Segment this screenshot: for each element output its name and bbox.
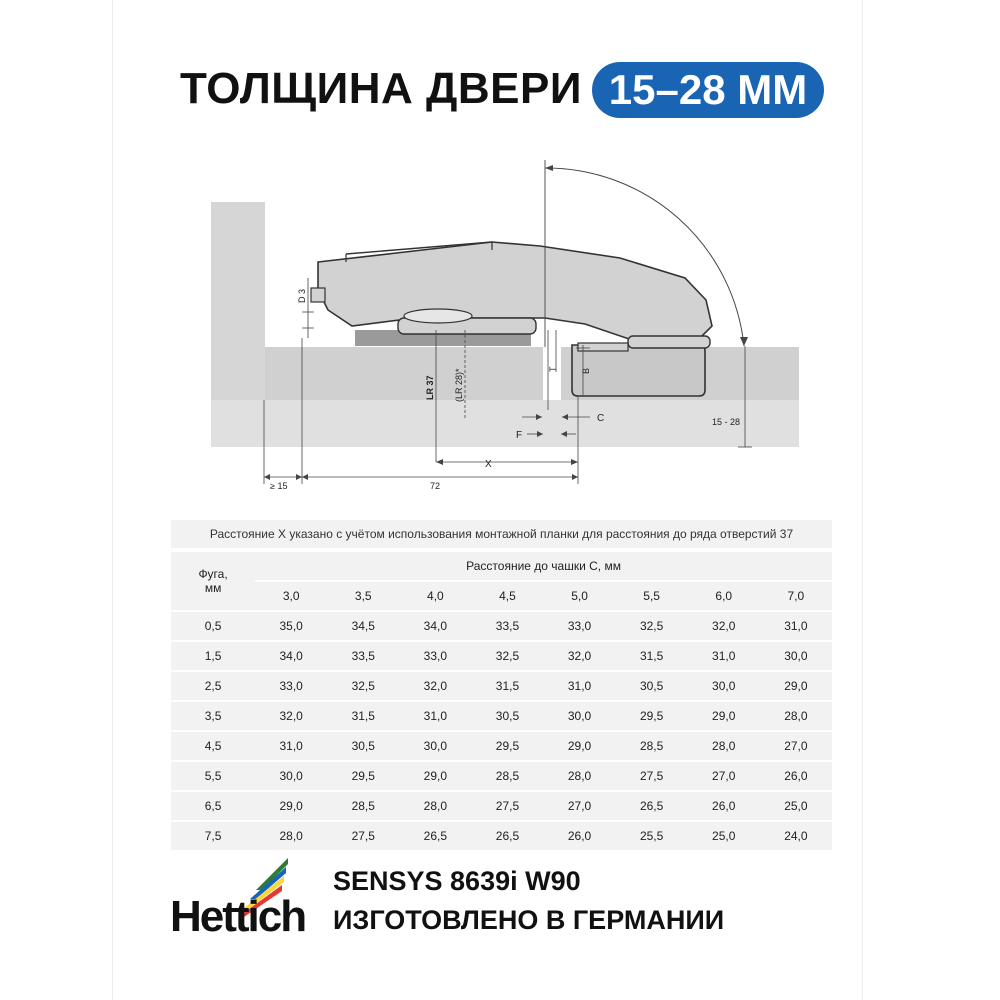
dim72-label: 72 (430, 481, 441, 491)
arrow (302, 474, 308, 480)
arrow (740, 337, 748, 346)
gap-header-line2: мм (204, 581, 222, 595)
page-title: ТОЛЩИНА ДВЕРИ (180, 64, 582, 113)
gap-cell: 4,5 (171, 732, 255, 760)
arrow (436, 459, 443, 465)
table-row (171, 702, 832, 730)
value-cell: 27,5 (616, 762, 688, 790)
gap-header-line1: Фуга, (198, 567, 228, 581)
gap-cell: 3,5 (171, 702, 255, 730)
table-row (171, 642, 832, 670)
column-header: 3,5 (327, 582, 399, 610)
value-cell: 34,0 (255, 642, 327, 670)
gap-cell: 7,5 (171, 822, 255, 850)
arrow (296, 474, 302, 480)
arrow (264, 474, 270, 480)
table-row (171, 612, 832, 640)
distance-table (171, 520, 832, 852)
value-cell: 26,5 (471, 822, 543, 850)
t-label: T (548, 366, 558, 372)
value-cell: 28,0 (688, 732, 760, 760)
value-cell: 29,5 (616, 702, 688, 730)
value-cell: 34,0 (399, 612, 471, 640)
value-cell: 28,5 (327, 792, 399, 820)
value-cell: 31,5 (327, 702, 399, 730)
value-cell: 30,0 (255, 762, 327, 790)
value-cell: 29,0 (255, 792, 327, 820)
distance-grid (171, 550, 832, 852)
value-cell: 25,0 (688, 822, 760, 850)
cup-link (578, 343, 628, 351)
gap-cell: 6,5 (171, 792, 255, 820)
value-cell: 30,5 (471, 702, 543, 730)
gap-cell: 0,5 (171, 612, 255, 640)
value-cell: 28,5 (471, 762, 543, 790)
column-header: 4,0 (399, 582, 471, 610)
value-cell: 30,0 (399, 732, 471, 760)
value-cell: 29,0 (544, 732, 616, 760)
value-cell: 26,0 (544, 822, 616, 850)
f-label: F (516, 430, 523, 441)
plate-screw-head (404, 309, 472, 323)
value-cell: 31,0 (399, 702, 471, 730)
value-cell: 33,0 (255, 672, 327, 700)
value-cell: 35,0 (255, 612, 327, 640)
table-row (171, 672, 832, 700)
value-cell: 24,0 (760, 822, 832, 850)
value-cell: 29,0 (688, 702, 760, 730)
min-gap-label: ≥ 15 (270, 481, 288, 491)
value-cell: 27,5 (471, 792, 543, 820)
value-cell: 32,5 (616, 612, 688, 640)
value-cell: 27,5 (327, 822, 399, 850)
value-cell: 27,0 (688, 762, 760, 790)
value-cell: 32,5 (327, 672, 399, 700)
value-cell: 33,5 (471, 612, 543, 640)
value-cell: 31,0 (760, 612, 832, 640)
value-cell: 31,0 (688, 642, 760, 670)
arrow (572, 474, 578, 480)
columns-title: Расстояние до чашки C, мм (255, 552, 832, 580)
column-header: 5,5 (616, 582, 688, 610)
arm-adjuster (311, 288, 325, 302)
value-cell: 28,0 (544, 762, 616, 790)
value-cell: 28,0 (255, 822, 327, 850)
header (0, 62, 1000, 118)
value-cell: 29,0 (760, 672, 832, 700)
hinge-cup (572, 345, 705, 396)
gap-cell: 2,5 (171, 672, 255, 700)
value-cell: 30,0 (544, 702, 616, 730)
value-cell: 28,0 (399, 792, 471, 820)
thickness-label: 15 - 28 (712, 417, 741, 427)
table-header-row (171, 552, 832, 580)
table-row (171, 762, 832, 790)
value-cell: 31,5 (616, 642, 688, 670)
gap-cell: 5,5 (171, 762, 255, 790)
value-cell: 33,0 (399, 642, 471, 670)
thickness-badge: 15–28 ММ (592, 62, 824, 118)
arrow (571, 459, 578, 465)
cabinet-base-panel (211, 400, 799, 447)
value-cell: 33,0 (544, 612, 616, 640)
value-cell: 32,0 (255, 702, 327, 730)
x-label: X (485, 459, 492, 470)
value-cell: 31,0 (544, 672, 616, 700)
gap-header (171, 552, 255, 610)
value-cell: 25,5 (616, 822, 688, 850)
c-label: C (597, 413, 605, 424)
value-cell: 26,5 (616, 792, 688, 820)
column-header: 4,5 (471, 582, 543, 610)
b-label: B (581, 367, 591, 374)
cup-rim (628, 336, 710, 348)
value-cell: 30,5 (327, 732, 399, 760)
value-cell: 27,0 (544, 792, 616, 820)
value-cell: 31,0 (255, 732, 327, 760)
table-row (171, 822, 832, 850)
column-header: 5,0 (544, 582, 616, 610)
value-cell: 30,0 (760, 642, 832, 670)
value-cell: 32,0 (688, 612, 760, 640)
origin-text: ИЗГОТОВЛЕНО В ГЕРМАНИИ (333, 905, 725, 935)
value-cell: 27,0 (760, 732, 832, 760)
table-note: Расстояние X указано с учётом использования монтажной планки для расстояния до ряда отверстий 37 (171, 520, 832, 548)
value-cell: 29,5 (471, 732, 543, 760)
value-cell: 25,0 (760, 792, 832, 820)
value-cell: 32,5 (471, 642, 543, 670)
value-cell: 31,5 (471, 672, 543, 700)
model-name: SENSYS 8639i W90 (333, 866, 581, 896)
value-cell: 34,5 (327, 612, 399, 640)
value-cell: 30,0 (688, 672, 760, 700)
brand-name: Hettich (170, 892, 306, 941)
lr37-label: LR 37 (425, 375, 435, 400)
value-cell: 26,0 (760, 762, 832, 790)
gap-cell: 1,5 (171, 642, 255, 670)
lr28-label: (LR 28)* (454, 368, 464, 402)
arrow (545, 165, 553, 171)
value-cell: 29,5 (327, 762, 399, 790)
column-header: 7,0 (760, 582, 832, 610)
value-cell: 30,5 (616, 672, 688, 700)
value-cell: 26,0 (688, 792, 760, 820)
column-header: 3,0 (255, 582, 327, 610)
value-cell: 33,5 (327, 642, 399, 670)
value-cell: 28,0 (760, 702, 832, 730)
value-cell: 29,0 (399, 762, 471, 790)
column-headers-row (171, 582, 832, 610)
value-cell: 32,0 (399, 672, 471, 700)
value-cell: 26,5 (399, 822, 471, 850)
table-row (171, 732, 832, 760)
value-cell: 32,0 (544, 642, 616, 670)
table-row (171, 792, 832, 820)
d3-label: D 3 (297, 288, 307, 303)
cabinet-side-panel (211, 202, 265, 400)
column-header: 6,0 (688, 582, 760, 610)
door-panel-left (265, 347, 543, 400)
hinge-diagram (0, 150, 1000, 495)
value-cell: 28,5 (616, 732, 688, 760)
